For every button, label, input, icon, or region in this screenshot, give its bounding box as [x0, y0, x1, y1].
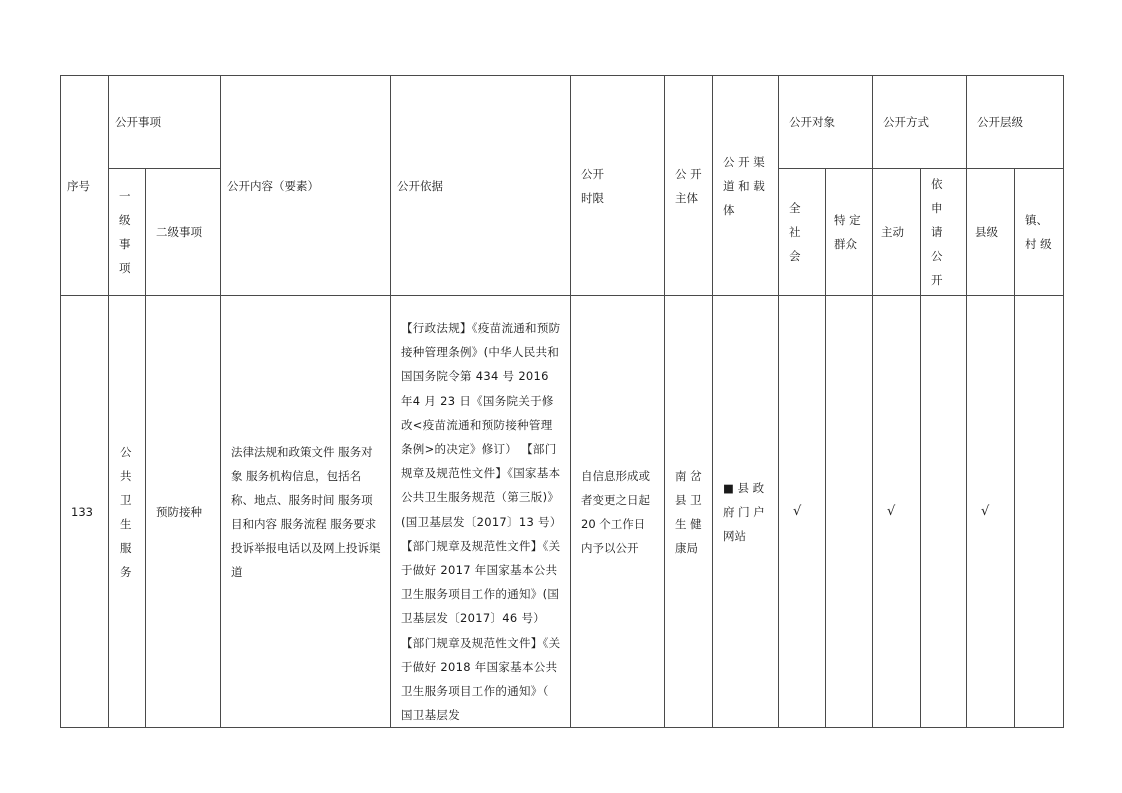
header-basis: 公开依据 — [391, 76, 571, 296]
header-target-specific: 特 定 群众 — [826, 169, 873, 296]
row-level-town — [1015, 296, 1064, 728]
row-basis: 【行政法规】《疫苗流通和预防接种管理条例》(中华人民共和国国务院令第 434 号 2016 年4 月 23 日《国务院关于修改<疫苗流通和预防接种管理条例>的决定》修订） 【部门规章及规范性文件】《国家基本公共卫生服务规范（第三版)》(国卫基层发〔2017〕13 号） 【部门规章及规范性文件】《关于做好 2017 年国家基本公共卫生服务项目工作的通知》(国卫基层发〔2017〕46 号） 【部门规章及规范性文件】《关于做好 2018 年国家基本公共卫生服务项目工作的通知》（ 国卫基层发 — [391, 296, 571, 728]
header-level-county: 县级 — [967, 169, 1015, 296]
header-level-town: 镇、村 级 — [1015, 169, 1064, 296]
header-seq: 序号 — [61, 76, 109, 296]
header-method-active: 主动 — [873, 169, 921, 296]
header-channel: 公 开 渠 道 和 载 体 — [713, 76, 779, 296]
header-subject-line1: 公 开 — [675, 166, 702, 181]
header-target: 公开对象 — [779, 76, 873, 169]
row-channel: ■ 县 政 府 门 户 网站 — [713, 296, 779, 728]
header-time-limit-line1: 公开 — [581, 166, 604, 181]
row-level1: 公共卫生服务 — [109, 296, 146, 728]
row-target-specific — [826, 296, 873, 728]
row-method-active: √ — [873, 296, 921, 728]
header-subject — [665, 76, 713, 296]
header-level2: 二级事项 — [146, 169, 221, 296]
header-level1: 一级事项 — [109, 169, 146, 296]
header-time-limit — [571, 76, 665, 296]
header-method-request: 依 申 请 公 开 — [921, 169, 967, 296]
disclosure-table — [60, 75, 1064, 728]
row-level-county: √ — [967, 296, 1015, 728]
header-method: 公开方式 — [873, 76, 967, 169]
row-content: 法律法规和政策文件 服务对象 服务机构信息，包括名称、地点、服务时间 服务项目和内容 服务流程 服务要求 投诉举报电话以及网上投诉渠道 — [221, 296, 391, 728]
header-content: 公开内容（要素） — [221, 76, 391, 296]
row-method-request — [921, 296, 967, 728]
row-target-all: √ — [779, 296, 826, 728]
header-target-all: 全 社 会 — [779, 169, 826, 296]
header-matters: 公开事项 — [109, 76, 221, 169]
row-level2: 预防接种 — [146, 296, 221, 728]
row-seq: 133 — [61, 296, 109, 728]
row-subject: 南 岔 县 卫 生 健 康局 — [665, 296, 713, 728]
header-time-limit-line2: 时限 — [581, 190, 604, 205]
header-subject-line2: 主体 — [675, 190, 698, 205]
row-time-limit: 自信息形成或者变更之日起 20 个工作日内予以公开 — [571, 296, 665, 728]
header-level: 公开层级 — [967, 76, 1064, 169]
